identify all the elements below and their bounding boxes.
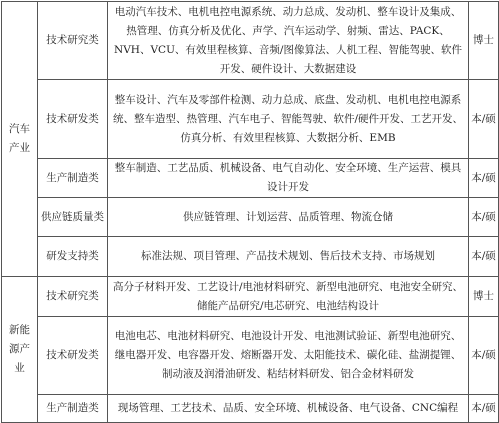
content-cell: 现场管理、工艺技术、品质、安全环境、机械设备、电气设备、CNC编程 [108, 395, 469, 423]
category-cell: 生产制造类 [38, 159, 108, 198]
category-cell: 研发支持类 [38, 237, 108, 277]
content-cell: 整车设计、汽车及零部件检测、动力总成、底盘、发动机、电机电控电源系统、整车造型、热管理、汽车电子、智能驾驶、软件/硬件开发、工艺开发、仿真分析、有效里程核算、大数据分析、EMB [108, 80, 469, 159]
content-cell: 整车制造、工艺品质、机械设备、电气自动化、安全环境、生产运营、模具设计开发 [108, 159, 469, 198]
table-row [2, 277, 499, 317]
table-row [2, 159, 499, 198]
degree-cell: 本/硕 [469, 198, 499, 237]
content-cell: 高分子材料开发、工艺设计/电池材料研究、新型电池研究、电池安全研究、储能产品研究/电芯研究、电池结构设计 [108, 277, 469, 317]
degree-cell: 本/硕 [469, 80, 499, 159]
content-cell: 标准法规、项目管理、产品技术规划、售后技术支持、市场规划 [108, 237, 469, 277]
industry-cell: 新能源产业 [2, 277, 38, 423]
category-cell: 生产制造类 [38, 395, 108, 423]
content-cell: 电动汽车技术、电机电控电源系统、动力总成、发动机、整车设计及集成、热管理、仿真分析及优化、声学、汽车运动学、射频、雷达、PACK、NVH、VCU、有效里程核算、音频/图像算法、人机工程、智能驾驶、软件开发、硬件设计、大数据建设 [108, 2, 469, 80]
table-row [2, 198, 499, 237]
degree-cell: 本/硕 [469, 395, 499, 423]
degree-cell: 本/硕 [469, 237, 499, 277]
table-row [2, 395, 499, 423]
degree-cell: 本/硕 [469, 317, 499, 395]
category-cell: 技术研发类 [38, 317, 108, 395]
degree-cell: 博士 [469, 2, 499, 80]
degree-cell: 博士 [469, 277, 499, 317]
table-row [2, 237, 499, 277]
category-cell: 供应链质量类 [38, 198, 108, 237]
category-cell: 技术研究类 [38, 2, 108, 80]
category-cell: 技术研究类 [38, 277, 108, 317]
table-row [2, 317, 499, 395]
category-cell: 技术研发类 [38, 80, 108, 159]
table-row [2, 80, 499, 159]
industry-cell: 汽车产业 [2, 2, 38, 277]
content-cell: 供应链管理、计划运营、品质管理、物流仓储 [108, 198, 469, 237]
degree-cell: 本/硕 [469, 159, 499, 198]
recruitment-table [1, 1, 499, 423]
table-row [2, 2, 499, 80]
content-cell: 电池电芯、电池材料研究、电池设计开发、电池测试验证、新型电池研究、继电器开发、电容器开发、熔断器开发、太阳能技术、碳化硅、盐湖提锂、制动液及润滑油研发、粘结材料研发、铝合金材料研发 [108, 317, 469, 395]
